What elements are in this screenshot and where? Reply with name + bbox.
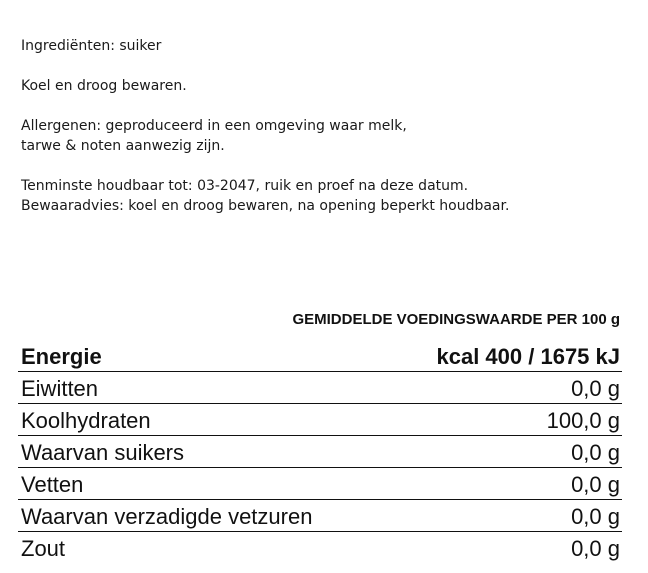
nutrient-label: Koolhydraten [21, 408, 151, 433]
nutrient-value: 100,0 g [546, 408, 620, 433]
nutrition-row-fats [18, 468, 622, 500]
nutrient-value: 0,0 g [571, 472, 620, 497]
storage-text: Koel en droog bewaren. [21, 78, 187, 94]
nutrient-label: Waarvan verzadigde vetzuren [21, 504, 313, 529]
nutrition-heading: GEMIDDELDE VOEDINGSWAARDE PER 100 g [292, 311, 620, 328]
nutrition-row-salt [18, 532, 622, 564]
nutrient-value: 0,0 g [571, 536, 620, 561]
nutrition-table [18, 340, 622, 563]
nutrient-value: 0,0 g [571, 376, 620, 401]
nutrition-row-sugars [18, 436, 622, 468]
nutrient-value: 0,0 g [571, 504, 620, 529]
nutrient-label: Energie [21, 344, 102, 369]
best-before-text: Tenminste houdbaar tot: 03-2047, ruik en proef na deze datum. [21, 178, 469, 194]
nutrient-label: Zout [21, 536, 66, 561]
storage-advice-text: Bewaaradvies: koel en droog bewaren, na opening beperkt houdbaar. [21, 198, 510, 214]
nutrition-row-saturated-fats [18, 500, 622, 532]
nutrition-row-protein [18, 372, 622, 404]
allergens-text-line-2: tarwe & noten aanwezig zijn. [21, 138, 225, 154]
allergens-text-line-1: Allergenen: geproduceerd in een omgeving waar melk, [21, 118, 407, 134]
ingredients-text: Ingrediënten: suiker [21, 38, 162, 54]
nutrient-value: kcal 400 / 1675 kJ [436, 344, 620, 369]
product-label-text [21, 36, 621, 216]
nutrient-value: 0,0 g [571, 440, 620, 465]
nutrient-label: Vetten [21, 472, 84, 497]
nutrition-row-energy [18, 340, 622, 372]
nutrient-label: Waarvan suikers [21, 440, 185, 465]
nutrition-facts [18, 308, 622, 563]
nutrient-label: Eiwitten [21, 376, 99, 401]
nutrition-row-carbohydrates [18, 404, 622, 436]
